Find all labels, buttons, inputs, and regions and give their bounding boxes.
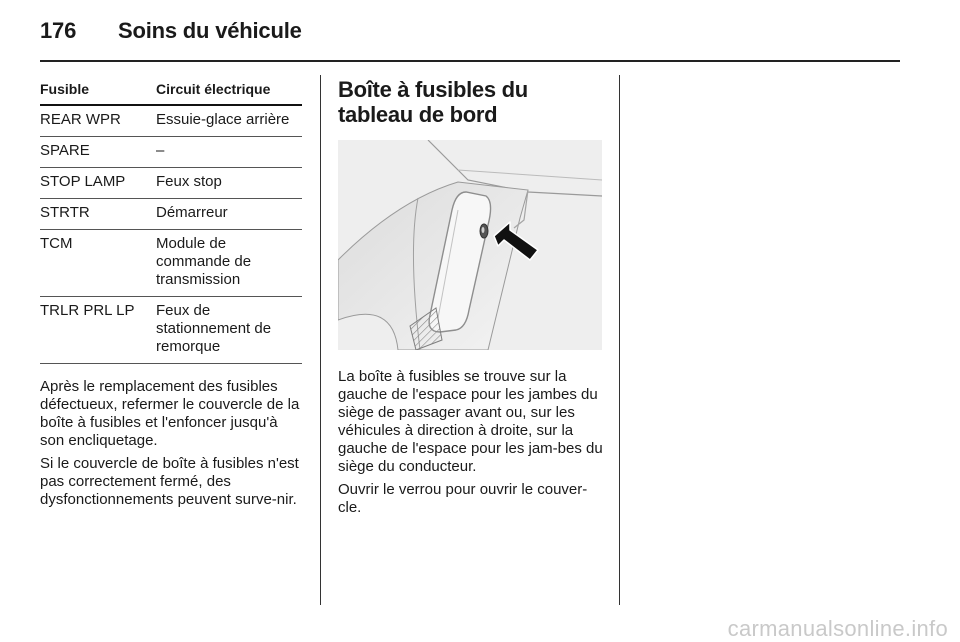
left-column (40, 80, 302, 509)
column-divider (619, 75, 620, 605)
fuse-box-drawing (338, 140, 602, 350)
page-title: Soins du véhicule (118, 18, 302, 43)
circuit-cell: Essuie-glace arrière (156, 105, 302, 137)
header-rule (40, 60, 900, 62)
circuit-column-header: Circuit électrique (156, 80, 302, 105)
right-column (338, 77, 603, 517)
fuse-table-header-row (40, 80, 302, 105)
latch-highlight (482, 227, 485, 233)
fuse-column-header: Fusible (40, 80, 156, 105)
circuit-cell: – (156, 137, 302, 168)
fuse-cell: STRTR (40, 199, 156, 230)
table-row (40, 199, 302, 230)
table-row (40, 297, 302, 364)
column-divider (320, 75, 321, 605)
section-title: Boîte à fusibles du tableau de bord (338, 77, 528, 127)
cover-warning-paragraph: Si le couvercle de boîte à fusibles n'est pas correctement fermé, des dysfonctionnements peuvent surve-nir. (40, 455, 299, 508)
circuit-cell: Feux stop (156, 168, 302, 199)
open-latch-paragraph: Ouvrir le verrou pour ouvrir le couver-cle. (338, 481, 588, 516)
fuse-table (40, 80, 302, 364)
table-row (40, 168, 302, 199)
page-header (40, 18, 302, 44)
fuse-replacement-paragraph: Après le remplacement des fusibles défectueux, refermer le couvercle de la boîte à fusibles et l'enfoncer jusqu'à son encliquetage. (40, 378, 300, 449)
fuse-cell: SPARE (40, 137, 156, 168)
watermark: carmanualsonline.info (727, 616, 948, 641)
circuit-cell: Feux de stationnement de remorque (156, 297, 302, 364)
fuse-box-location-paragraph: La boîte à fusibles se trouve sur la gauche de l'espace pour les jambes du siège de passager avant ou, sur les véhicules à direction à droite, sur la gauche de l'espace pour les jam-bes du siège du conducteur. (338, 368, 603, 475)
fuse-cell: STOP LAMP (40, 168, 156, 199)
fuse-cell: REAR WPR (40, 105, 156, 137)
fuse-box-illustration (338, 140, 602, 350)
page-number: 176 (40, 18, 77, 43)
fuse-cell: TRLR PRL LP (40, 297, 156, 364)
circuit-cell: Module de commande de transmission (156, 230, 302, 297)
table-row (40, 137, 302, 168)
table-row (40, 105, 302, 137)
fuse-cell: TCM (40, 230, 156, 297)
circuit-cell: Démarreur (156, 199, 302, 230)
table-row (40, 230, 302, 297)
